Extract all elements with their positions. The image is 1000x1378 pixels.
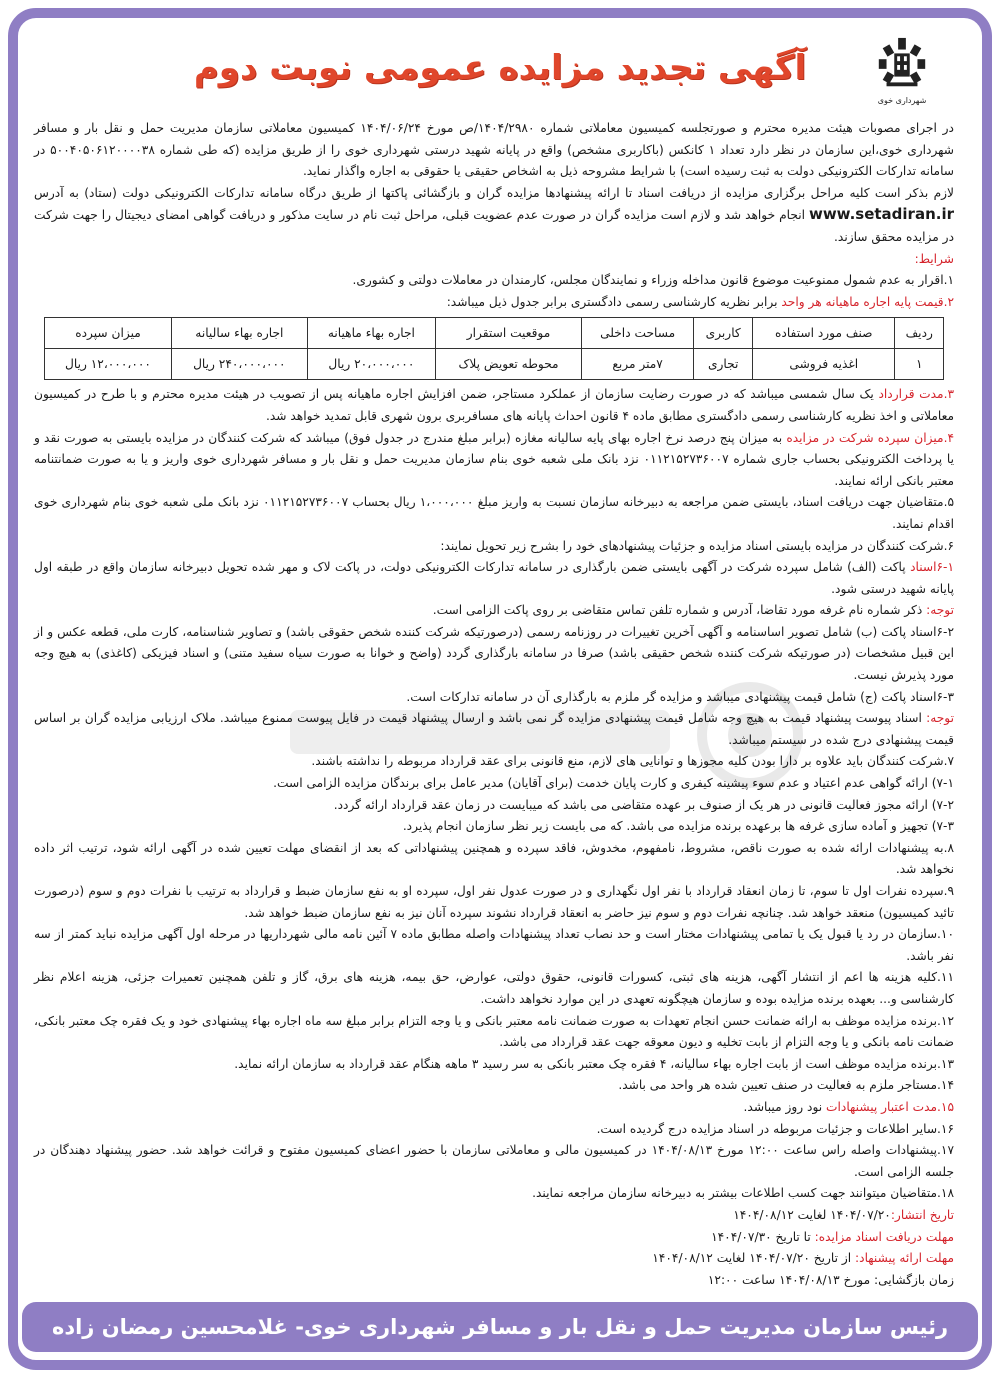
condition-10: ۱۰.سازمان در رد یا قبول یک یا تمامی پیشنهادات مختار است و حد نصاب تعداد پیشنهادات واصله مطابق ماده ۷ آئین نامه مالی شهرداریها در مرحله اول آگهی مزایده نباید کمتر از سه نفر باشد.: [34, 927, 955, 963]
logo-caption: شهرداری خوی: [877, 96, 927, 105]
condition-4: [34, 428, 954, 493]
publish-date-label: تاریخ انتشار:: [890, 1207, 954, 1222]
logo-emblem-icon: [873, 36, 931, 94]
opening-time-value: مورخ ۱۴۰۴/۰۸/۱۳ ساعت ۱۲:۰۰: [707, 1272, 874, 1287]
table-row: [45, 349, 944, 380]
note-1-text: ذکر شماره نام غرفه مورد تقاضا، آدرس و شماره تلفن تماس متقاضی بر روی پاکت الزامی است.: [432, 603, 927, 618]
column-header: موقعیت استقرار: [436, 318, 582, 349]
signatory-text: رئیس سازمان مدیریت حمل و نقل بار و مسافر شهرداری خوی- غلامحسین رمضان زاده: [51, 1315, 949, 1339]
condition-9: ۹.سپرده نفرات اول تا سوم، تا زمان انعقاد قرارداد با نفر اول نگهداری و در صورت عدول نفر اول، سپرده او به نفع سازمان ضبط و قرارداد به ترتیب با نفرات دوم و سوم (درصورت تائید کمیسیون) منعقد خواهد شد. چنانچه نفرات دوم و سوم نیز حاضر به انعقاد قرارداد نشوند سپرده آنان نیز به نفع سازمان ضبط خواهد شد.: [34, 884, 954, 920]
note-1: [34, 600, 954, 622]
condition-15-label: ۱۵.مدت اعتبار پیشنهادات: [826, 1099, 954, 1114]
intro-setad-text: لازم بذکر است کلیه مراحل برگزاری مزایده از دریافت اسناد تا ارائه پیشنهادها مزایده گران و بازگشائی پاکتها از طریق درگاه سامانه تدارکات الکترونیکی دولت (ستاد) به آدرس: [34, 185, 954, 200]
condition-5: ۵.متقاضیان جهت دریافت اسناد، بایستی ضمن مراجعه به دبیرخانه سازمان نسبت به واریز مبلغ ۱،۰۰۰،۰۰۰ ریال بحساب ۰۱۱۲۱۵۲۷۳۶۰۰۷ نزد بانک ملی شعبه خوی بنام شهرداری خوی اقدام نمایند.: [34, 495, 954, 531]
condition-16: ۱۶.سایر اطلاعات و جزئیات مربوطه در اسناد مزایده درج گردیده است.: [596, 1121, 954, 1136]
condition-1: ۱.اقرار به عدم شمول ممنوعیت موضوع قانون مداخله وزراء و نمایندگان مجلس، کارمندان در معاملات دولتی و کشوری.: [352, 273, 954, 288]
condition-6-1-text: پاکت (الف) شامل سپرده شرکت در آگهی بایستی ضمن بارگذاری در سامانه تدارکات الکترونیکی دولت، در پاکت لاک و مهر شده تحویل دبیرخانه سازمان واقع در طبقه اول پایانه شهید درستی شود.: [34, 560, 954, 596]
opening-time-label: زمان بازگشایی:: [874, 1272, 954, 1287]
condition-15-text: نود روز میباشد.: [743, 1099, 827, 1114]
table-cell: اغذیه فروشی: [753, 349, 895, 380]
table-cell: ۱۲،۰۰۰،۰۰۰ ریال: [45, 349, 172, 380]
announcement-body: [34, 118, 954, 1291]
condition-3-label: ۳.مدت قرارداد: [878, 387, 954, 402]
docs-deadline: [34, 1227, 954, 1249]
intro-setad-text-2: انجام خواهد شد و لازم است مزایده گران در صورت عدم عضویت قبلی، مراحل ثبت نام در سایت مذکور و دریافت گواهی امضای دیجیتال را جهت شرکت در مزایده محقق سازند.: [34, 208, 954, 244]
publish-date-value: ۱۴۰۴/۰۷/۲۰ لغایت ۱۴۰۴/۰۸/۱۲: [733, 1207, 891, 1222]
proposal-deadline-label: مهلت ارائه پیشنهاد:: [855, 1251, 954, 1266]
condition-2-label: ۲.قیمت پایه اجاره ماهیانه هر واحد: [781, 294, 954, 309]
page-title: آگهی تجدید مزایده عمومی نوبت دوم: [193, 48, 807, 88]
condition-17: ۱۷.پیشنهادات واصله راس ساعت ۱۲:۰۰ مورخ ۱۴۰۴/۰۸/۱۳ در کمیسیون مالی و معاملاتی سازمان با حضور اعضای کمیسیون مفتوح و قرائت خواهد شد. حضور پیشنهاد دهندگان در جلسه الزامی است.: [34, 1143, 955, 1179]
table-cell: ۱: [895, 349, 944, 380]
condition-7: ۷.شرکت کنندگان باید علاوه بر دارا بودن کلیه مجوزها و توانایی های لازم، منع قانونی برای عقد قرارداد مربوطه را نداشته باشند.: [311, 754, 954, 769]
opening-time: [34, 1270, 954, 1292]
condition-4-text: به میزان پنج درصد نرخ اجاره بهای پایه سالیانه مغازه (برابر مبلغ مندرج در جدول فوق) میباشد که شرکت کنندگان در مزایده بایستی به صورت نقد و یا پرداخت الکترونیکی بحساب جاری شماره ۰۱۱۲۱۵۲۷۳۶۰۰۷ نزد بانک ملی شعبه خوی بنام سازمان مدیریت حمل و نقل بار و مسافر شهرداری خوی واریز و یا به صورت ضمانتنامه معتبر بانکی ارائه نمایند.: [34, 430, 954, 488]
lease-table: [44, 317, 944, 380]
note-2-label: توجه:: [926, 711, 954, 726]
table-cell: ۲۴۰،۰۰۰،۰۰۰ ریال: [171, 349, 307, 380]
note-2: [34, 708, 954, 751]
condition-3: [34, 384, 954, 427]
note-1-label: توجه:: [926, 603, 954, 618]
column-header: صنف مورد استفاده: [753, 318, 895, 349]
intro-setad-paragraph: [34, 183, 954, 249]
setad-website-link[interactable]: www.setadiran.ir: [808, 205, 954, 224]
condition-6-3: ۶-۳اسناد پاکت (ج) شامل قیمت پیشنهادی میباشد و مزایده گر ملزم به بارگذاری آن در سامانه تدارکات است.: [406, 689, 954, 704]
condition-12: ۱۲.برنده مزایده موظف به ارائه ضمانت حسن انجام تعهدات به صورت ضمانت نامه معتبر بانکی و یا وجه التزام برابر مبلغ سه ماه اجاره بهاء پیشنهادی خود و یک فقره چک معتبر بانکی، ضمانت نامه بانکی و یا وجه التزام از بابت تخلیه و دیون معوقه جهت عقد قرارداد می باشد.: [34, 1013, 954, 1050]
conditions-heading: شرایط:: [914, 251, 954, 266]
condition-6: ۶.شرکت کنندگان در مزایده بایستی اسناد مزایده و جزئیات پیشنهادهای خود را بشرح زیر تحویل نمایند:: [440, 538, 954, 553]
condition-11: ۱۱.کلیه هزینه ها اعم از انتشار آگهی، هزینه های ثبتی، کسورات قانونی، حقوق دولتی، عوارض، حق بیمه، هزینه های برق، گاز و تلفن همچنین تعمیرات جزئی، هزینه اعلام نظر کارشناسی و... بعهده برنده مزایده بوده و سازمان هیچگونه تعهدی در این موارد نخواهد داشت.: [34, 970, 954, 1006]
column-header: اجاره بهاء سالیانه: [171, 318, 307, 349]
condition-8: ۸.به پیشنهادات ارائه شده به صورت ناقص، مشروط، نامفهوم، مخدوش، فاقد سپرده و همچنین پیشنهاداتی که بعد از انقضای مهلت تعیین شده در آگهی ارائه شود، ترتیب اثر داده نخواهد شد.: [34, 840, 954, 877]
publish-date: [34, 1205, 954, 1227]
condition-6-1: [34, 557, 954, 600]
condition-14: ۱۴.مستاجر ملزم به فعالیت در صنف تعیین شده هر واحد می باشد.: [618, 1078, 954, 1093]
table-cell: ۲۰،۰۰۰،۰۰۰ ریال: [307, 349, 435, 380]
table-cell: ۷متر مربع: [581, 349, 693, 380]
lease-table-header-row: [45, 318, 944, 349]
table-cell: محوطه تعویض پلاک: [436, 349, 582, 380]
docs-deadline-label: مهلت دریافت اسناد مزایده:: [814, 1229, 954, 1244]
header: [22, 22, 978, 114]
intro-paragraph: در اجرای مصوبات هیئت مدیره محترم و صورتجلسه کمیسیون معاملاتی شماره ۱۴۰۴/۲۹۸۰/ص مورخ ۱۴۰۴/۰۶/۲۴ کمیسیون معاملاتی سازمان مدیریت حمل و نقل بار و مسافر شهرداری خوی،این سازمان در نظر دارد تعداد ۱ کانکس (باکاربری مشخص) واقع در پایانه شهید درستی شهرداری خوی را از طریق مزایده (که طی شماره ۵۰۰۴۰۵۰۶۱۲۰۰۰۰۳۸ در سامانه تدارکات الکترونیکی دولت به ثبت رسیده است) با شرایط مشروحه ذیل به اشخاص حقیقی یا حقوقی به اجاره واگذار نماید.: [34, 121, 955, 179]
signature-footer: [22, 1302, 978, 1352]
municipality-logo: [870, 36, 934, 112]
condition-7-3: ۷-۳) تجهیز و آماده سازی غرفه ها برعهده برنده مزایده می باشد. که می بایست زیر نظر سازمان انجام پذیرد.: [402, 819, 954, 834]
condition-7-1: ۷-۱) ارائه گواهی عدم اعتیاد و عدم سوء پیشینه کیفری و کارت پایان خدمت (برای آقایان) مدیر عامل برای برندگان مزایده الزامی است.: [273, 776, 954, 791]
condition-4-label: ۴.میزان سپرده شرکت در مزایده: [786, 430, 954, 445]
docs-deadline-value: تا تاریخ ۱۴۰۴/۰۷/۳۰: [711, 1229, 815, 1244]
condition-6-1-label: ۶-۱اسناد: [910, 560, 954, 575]
proposal-deadline: [34, 1248, 954, 1270]
table-cell: تجاری: [694, 349, 753, 380]
condition-6-2: ۶-۲اسناد پاکت (ب) شامل تصویر اساسنامه و آگهی آخرین تغییرات در روزنامه رسمی (درصورتیکه شرکت کننده شخص حقوقی باشد) و تصاویر شناسنامه، کارت ملی، قطعه عکس و از این قبیل مشخصات (در صورتیکه شرکت کننده شخص حقیقی باشد) صرفا در سامانه بارگذاری گردد (واضح و خوانا به صورت سیاه سفید متنی) و اسناد فیزیکی (کاغذی) به هیچ وجه مورد پذیرش نیست.: [34, 624, 954, 683]
column-header: اجاره بهاء ماهیانه: [307, 318, 435, 349]
condition-13: ۱۳.برنده مزایده موظف است از بابت اجاره بهاء سالیانه، ۴ فقره چک معتبر بانکی به سر رسید ۳ ماهه هنگام عقد قرارداد به سازمان ارائه نماید.: [234, 1056, 954, 1071]
condition-18: ۱۸.متقاضیان میتوانند جهت کسب اطلاعات بیشتر به دبیرخانه سازمان مراجعه نمایند.: [532, 1186, 954, 1201]
condition-2-text: برابر نظریه کارشناسی رسمی دادگستری برابر جدول ذیل میباشد:: [446, 294, 782, 309]
condition-3-text: یک سال شمسی میباشد که در صورت رضایت سازمان از عملکرد مستاجر، ضمن افزایش اجاره ماهیانه پس از تصویب در هیئت مدیره محترم و با طرح در کمیسیون معاملاتی و اخذ نظریه کارشناسی رسمی دادگستری مطابق ماده ۴ قانون احداث پایانه های مسافربری برون شهری قابل تمدید خواهد شد.: [34, 387, 954, 423]
column-header: مساحت داخلی: [581, 318, 693, 349]
note-2-text: اسناد پیوست پیشنهاد قیمت به هیچ وجه شامل قیمت پیشنهادی مزایده گر نمی باشد و ارسال پیشنهاد قیمت در فایل پیوست ممنوع میباشد. ملاک ارزیابی مزایده گران بر اساس قیمت پیشنهادی درج شده در سیستم میباشد.: [34, 711, 954, 747]
column-header: میزان سپرده: [45, 318, 172, 349]
proposal-deadline-value: از تاریخ ۱۴۰۴/۰۷/۲۰ لغایت ۱۴۰۴/۰۸/۱۲: [652, 1251, 856, 1266]
condition-7-2: ۷-۲) ارائه مجوز فعالیت قانونی در هر یک از صنوف بر عهده متقاضی می باشد که میبایست در زمان عقد قرارداد ارائه گردد.: [333, 797, 954, 812]
column-header: کاربری: [694, 318, 753, 349]
condition-15: [34, 1097, 954, 1119]
condition-2: [34, 292, 954, 314]
column-header: ردیف: [895, 318, 944, 349]
